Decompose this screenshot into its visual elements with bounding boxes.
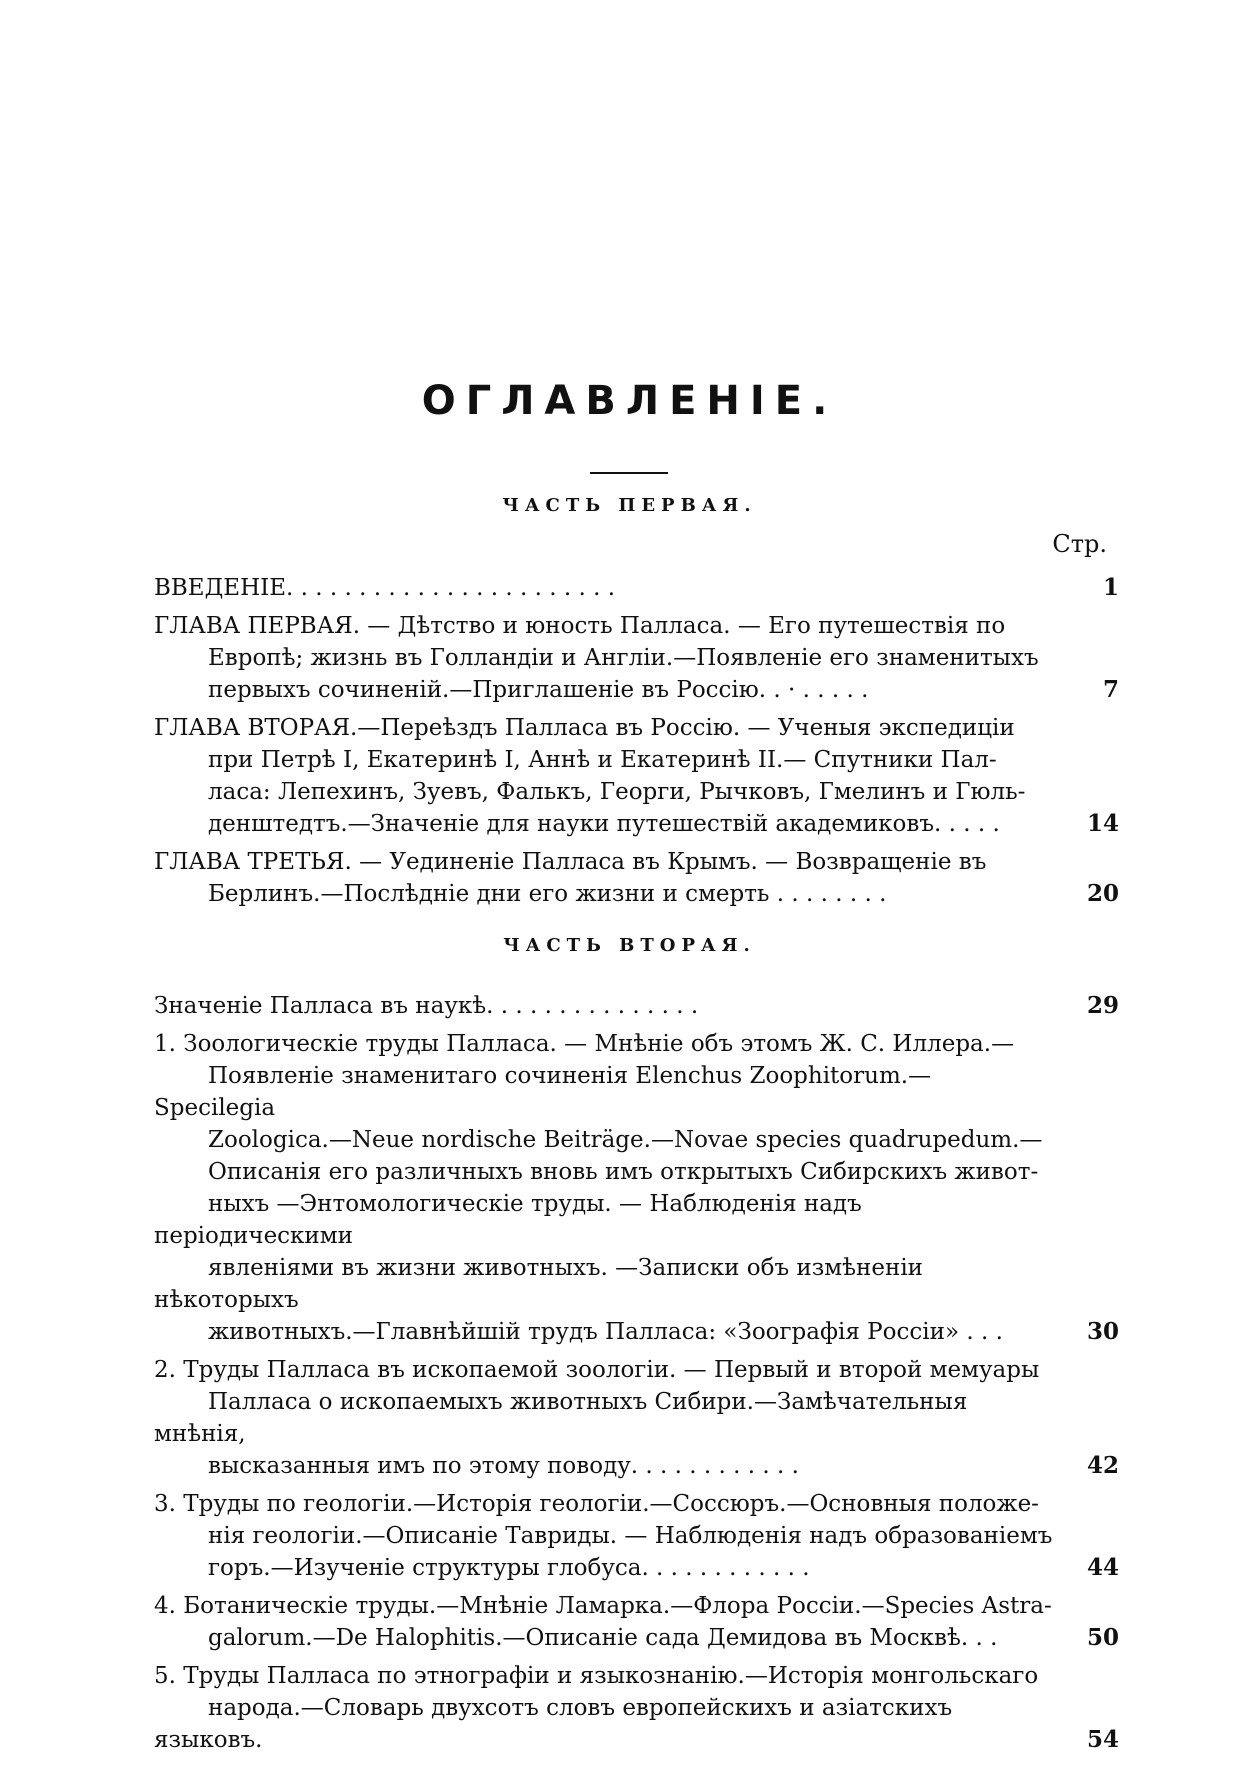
toc-part-one — [154, 572, 1119, 916]
title-divider — [590, 472, 668, 474]
part-two-title: ЧАСТЬ ВТОРАЯ. — [503, 935, 756, 956]
toc-page-number: 30 — [1086, 1318, 1119, 1345]
page-column-label: Стр. — [1052, 530, 1107, 558]
toc-entry-text: 5. Труды Палласа по этнографіи и языкознанію.—Исторія монгольскаго народа.—Словарь двухсотъ словъ европейскихъ и азіатскихъ языковъ. — [154, 1663, 1039, 1753]
toc-entry-text: 3. Труды по геологіи.—Исторія геологіи.—Соссюръ.—Основныя положе- нія геологіи.—Описаніе Тавриды. — Наблюденія надъ образованіемъ горъ.—Изученіе структуры глобуса. . . . . . . . . . . . — [154, 1491, 1053, 1581]
toc-page-number: 29 — [1086, 992, 1119, 1019]
toc-entry-text: ВВЕДЕНІЕ. . . . . . . . . . . . . . . . . . . . . . . — [154, 575, 616, 601]
toc-entry-text: ГЛАВА ТРЕТЬЯ. — Уединеніе Палласа въ Крымъ. — Возвращеніе въ Берлинъ.—Послѣдніе дни его жизни и смерть . . . . . . . . — [154, 849, 987, 907]
toc-entry-text: ГЛАВА ПЕРВАЯ. — Дѣтство и юность Палласа. — Его путешествія по Европѣ; жизнь въ Голландіи и Англіи.—Появленіе его знаменитыхъ первыхъ сочиненій.—Приглашеніе въ Россію. . · . . . . . — [154, 613, 1039, 703]
toc-page-number: 54 — [1086, 1726, 1119, 1753]
toc-page-number: 7 — [1102, 676, 1119, 703]
toc-entry — [154, 572, 1119, 604]
toc-entry-text: ГЛАВА ВТОРАЯ.—Переѣздъ Палласа въ Россію. — Ученыя экспедиціи при Петрѣ I, Екатеринѣ I, Аннѣ и Екатеринѣ II.— Спутники Пал- ласа: Лепехинъ, Зуевъ, Фалькъ, Георги, Рычковъ, Гмелинъ и Гюль- денштедтъ.—Значеніе для науки путешествій академиковъ. . . . . — [154, 715, 1026, 837]
toc-page-number: 1 — [1102, 574, 1119, 601]
toc-entry-text: 2. Труды Палласа въ ископаемой зоологіи. — Первый и второй мемуары Палласа о ископаемыхъ животныхъ Сибири.—Замѣчательныя мнѣнія, высказанныя имъ по этому поводу. . . . . . . . . . . . — [154, 1357, 1040, 1479]
page-title: ОГЛАВЛЕНІЕ. — [421, 378, 838, 424]
toc-entry-text: 4. Ботаническіе труды.—Мнѣніе Ламарка.—Флора Россіи.—Species Astra- galorum.—De Halophitis.—Описаніе сада Демидова въ Москвѣ. . . — [154, 1593, 1052, 1651]
toc-page-number: 42 — [1086, 1452, 1119, 1479]
toc-page-number: 20 — [1086, 880, 1119, 907]
toc-entry — [154, 990, 1119, 1022]
toc-entry — [154, 1028, 1119, 1348]
toc-entry — [154, 610, 1119, 706]
toc-entry-text: 1. Зоологическіе труды Палласа. — Мнѣніе объ этомъ Ж. С. Иллера.— Появленіе знаменитаго сочиненія Elenchus Zoophitorum.— Specilegia Zoologica.—Neue nordische Beiträge.—Novae species quadrupedum.— Описанія его различныхъ вновь имъ открытыхъ Сибирскихъ живот- ныхъ —Энтомологическіе труды. — Наблюденія надъ періодическими явленіями въ жизни животныхъ. —Записки объ измѣненіи нѣкоторыхъ животныхъ.—Главнѣйшій трудъ Палласа: «Зоографія Россіи» . . . — [154, 1031, 1043, 1345]
toc-page-number: 44 — [1086, 1554, 1119, 1581]
toc-entry — [154, 1660, 1119, 1756]
toc-page-number: 14 — [1086, 810, 1119, 837]
toc-entry — [154, 712, 1119, 840]
toc-part-two — [154, 990, 1119, 1762]
toc-entry — [154, 1354, 1119, 1482]
toc-entry — [154, 1590, 1119, 1654]
toc-entry — [154, 846, 1119, 910]
part-one-title: ЧАСТЬ ПЕРВАЯ. — [502, 495, 757, 516]
toc-entry — [154, 1488, 1119, 1584]
toc-page-number: 50 — [1086, 1624, 1119, 1651]
toc-entry-text: Значеніе Палласа въ наукѣ. . . . . . . . . . . . . . . — [154, 993, 699, 1019]
